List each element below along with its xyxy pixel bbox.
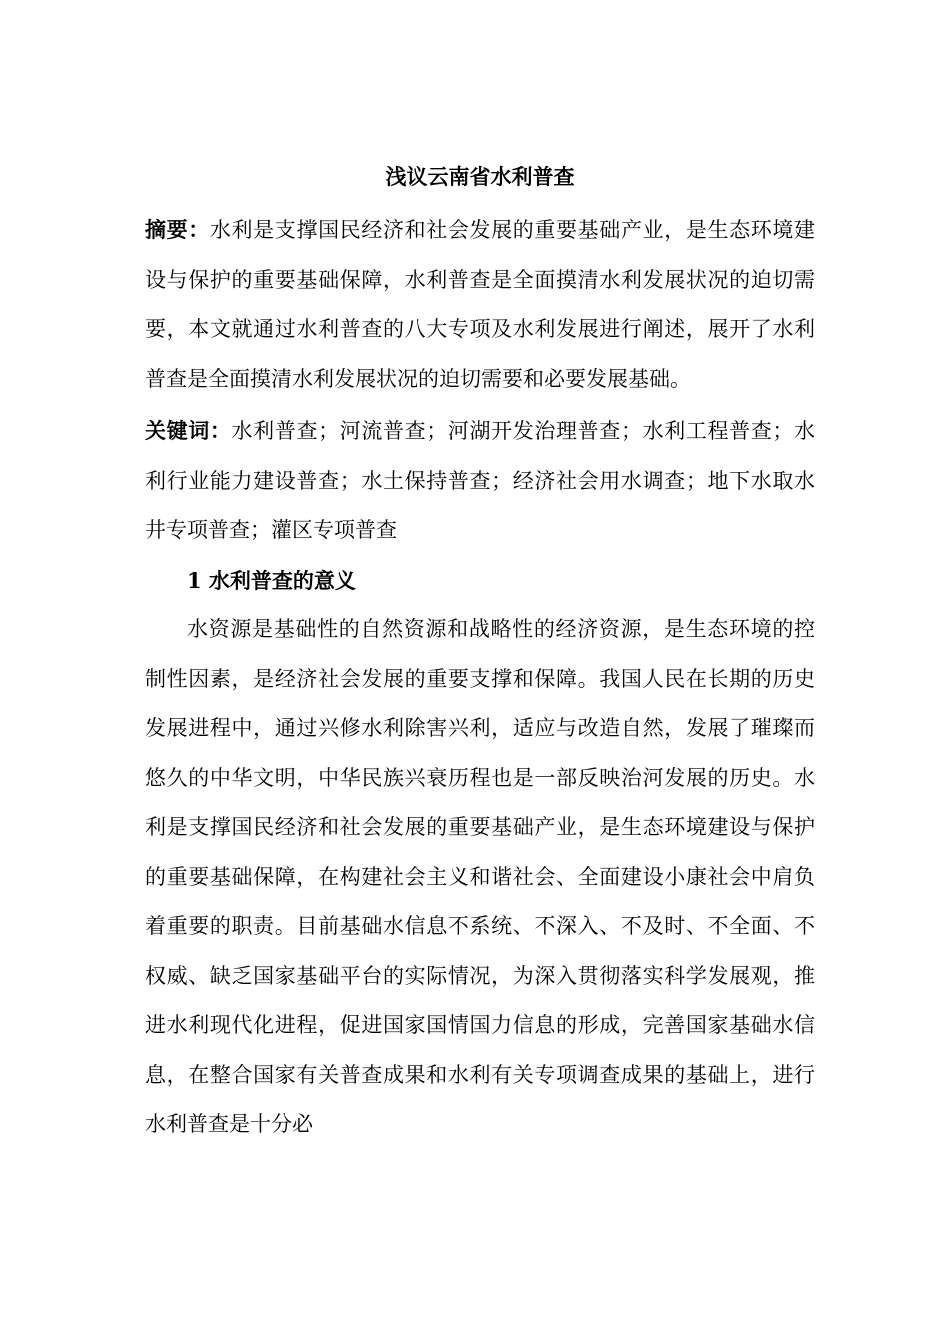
section-body-paragraph: 水资源是基础性的自然资源和战略性的经济资源，是生态环境的控制性因素，是经济社会发展的重要支撑和保障。我国人民在长期的历史发展进程中，通过兴修水利除害兴利，适应与改造自然，发展了璀璨而悠久的中华文明，中华民族兴衰历程也是一部反映治河发展的历史。水利是支撑国民经济和社会发展的重要基础产业，是生态环境建设与保护的重要基础保障，在构建社会主义和谐社会、全面建设小康社会中肩负着重要的职责。目前基础水信息不系统、不深入、不及时、不全面、不权威、缺乏国家基础平台的实际情况，为深入贯彻落实科学发展观，推进水利现代化进程，促进国家国情国力信息的形成，完善国家基础水信息，在整合国家有关普查成果和水利有关专项调查成果的基础上，进行水利普查是十分必: [145, 617, 815, 1136]
document-title: 浅议云南省水利普查: [385, 164, 575, 189]
keywords-label: 关键词：: [145, 418, 232, 443]
document-page: [145, 155, 815, 1150]
keywords-text: 水利普查；河流普查；河湖开发治理普查；水利工程普查；水利行业能力建设普查；水土保持普查；经济社会用水调查；地下水取水井专项普查；灌区专项普查: [145, 419, 816, 542]
abstract-label: 摘要：: [145, 217, 210, 242]
abstract-paragraph: [145, 205, 815, 404]
keywords-paragraph: [145, 406, 815, 556]
section-heading: 1 水利普查的意义: [187, 567, 356, 593]
abstract-text: 水利是支撑国民经济和社会发展的重要基础产业，是生态环境建设与保护的重要基础保障，水利普查是全面摸清水利发展状况的迫切需要，本文就通过水利普查的八大专项及水利发展进行阐述，展开了水利普查是全面摸清水利发展状况的迫切需要和必要发展基础。: [145, 218, 816, 391]
